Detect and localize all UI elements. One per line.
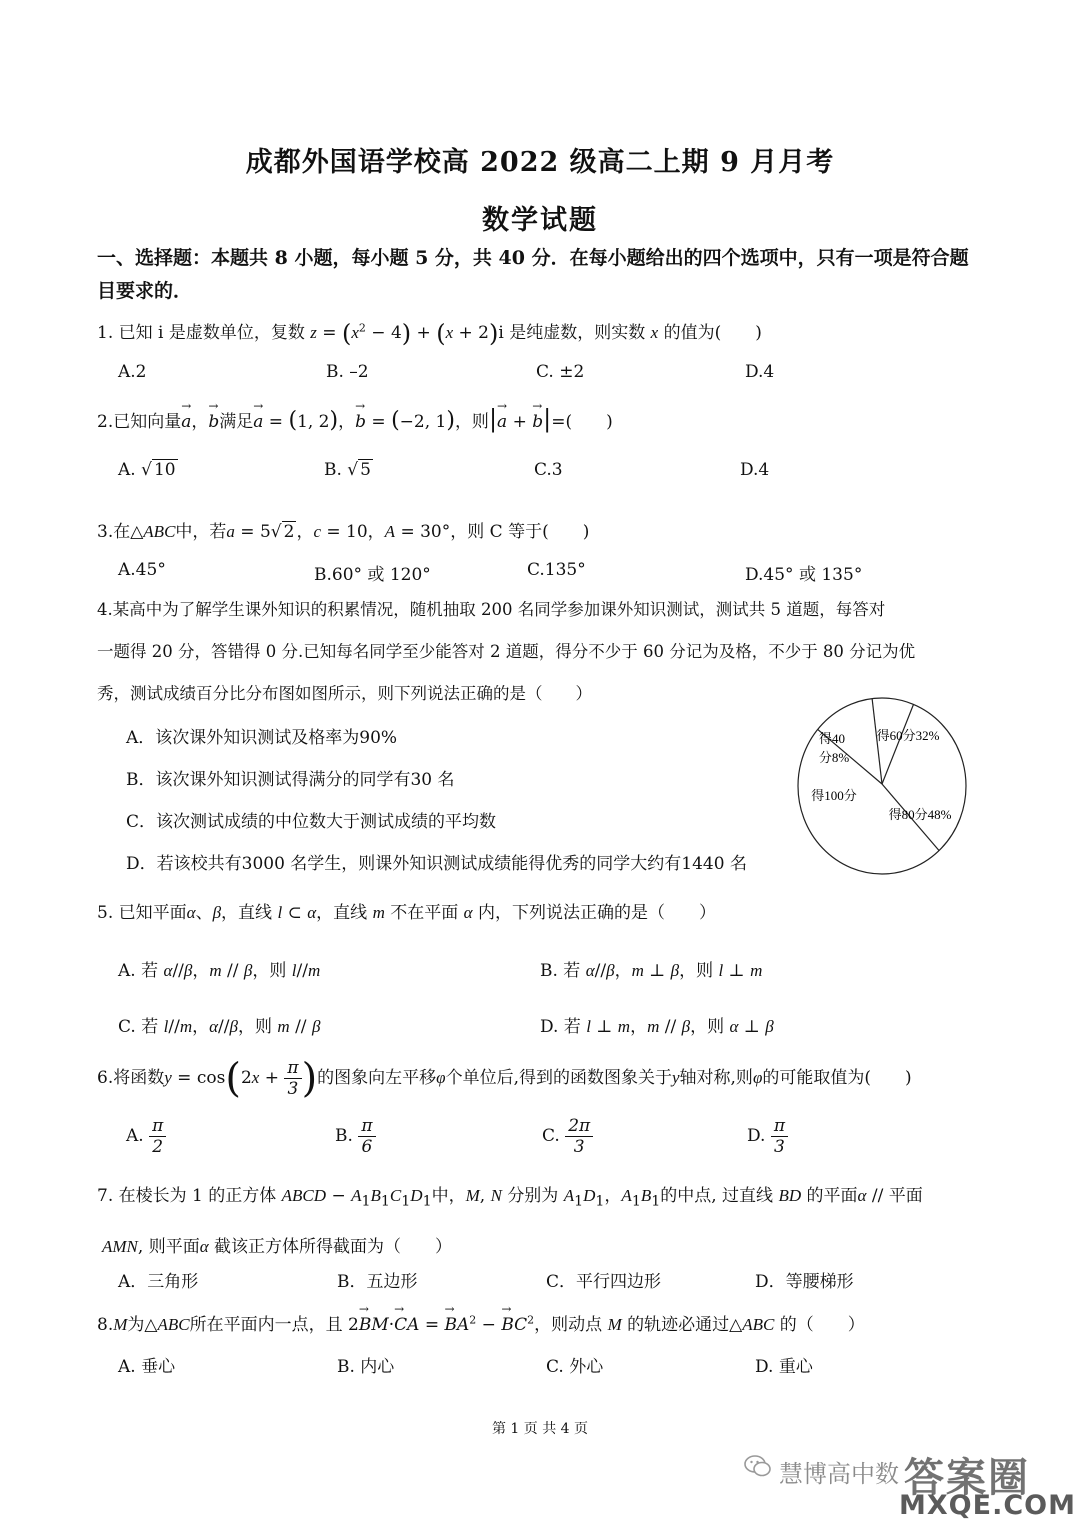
pie-label-40-line2: 分8% — [818, 750, 850, 765]
question-6-option-c[interactable]: C. $\frac{2\pi}{3}$ — [542, 1116, 593, 1157]
question-2-option-a[interactable]: A. √ 10 — [118, 460, 176, 480]
pie-svg — [796, 696, 968, 876]
question-4-line-3: 秀，测试成绩百分比分布图如图所示，则下列说法正确的是（ ） — [97, 684, 592, 703]
question-5-option-d[interactable]: D. 若 l ⊥ m，m // β，则 α ⊥ β — [540, 1017, 774, 1037]
pie-label-40-line1: 得40 — [818, 731, 846, 746]
question-5-stem: 5. 已知平面α、β，直线 l ⊂ α，直线 m 不在平面 α 内，下列说法正确的是（ ） — [97, 903, 717, 923]
question-4-option-a[interactable]: A．该次课外知识测试及格率为90% — [126, 728, 398, 748]
question-4-option-d[interactable]: D．若该校共有3000 名学生，则课外知识测试成绩能得优秀的同学大约有1440 名 — [126, 854, 747, 874]
question-7-option-d[interactable]: D．等腰梯形 — [755, 1272, 854, 1292]
question-3-option-c[interactable]: C.135° — [527, 560, 586, 580]
question-7-option-c[interactable]: C．平行四边形 — [546, 1272, 662, 1292]
watermark-text: 慧博高中数 — [779, 1460, 899, 1488]
question-8-option-b[interactable]: B. 内心 — [337, 1357, 395, 1377]
watermark — [744, 1446, 1080, 1522]
question-8-stem: 8.M为△ABC所在平面内一点，且 2→ BM·→ CA = → $BA^2$ − → $BC^2$，则动点 M 的轨迹必通过△ABC 的（ ） — [97, 1310, 865, 1335]
exam-title: 成都外国语学校高 2022 级高二上期 9 月月考 — [245, 147, 835, 178]
question-2-stem: 2.已知向量→ a，→ b满足→ a = (1, 2)，→ b = (−2, 1)，则|→ a + → b|=( ) — [97, 405, 613, 433]
question-4-line-2: 一题得 20 分，答错得 0 分.已知每名同学至少能答对 2 道题，得分不少于 60 分记为及格，不少于 80 分记为优 — [97, 642, 916, 661]
question-1-option-a[interactable]: A.2 — [118, 362, 147, 382]
question-2-option-d[interactable]: D.4 — [740, 460, 770, 480]
score-pie-chart — [796, 696, 968, 876]
page-footer: 第 1 页 共 4 页 — [491, 1421, 589, 1437]
question-8-option-c[interactable]: C. 外心 — [546, 1357, 604, 1377]
wechat-icon — [744, 1454, 772, 1478]
question-1-stem: 1. 已知 i 是虚数单位，复数 $z = (x^2 - 4) + (x + 2)i$ 是纯虚数，则实数 x 的值为( ) — [97, 319, 762, 348]
question-6-option-d[interactable]: D. $\frac{\pi}{3}$ — [747, 1116, 788, 1157]
question-6-option-a[interactable]: A. $\frac{\pi}{2}$ — [126, 1116, 166, 1157]
section-heading: 一、选择题：本题共 8 小题，每小题 5 分，共 40 分．在每小题给出的四个选项中，只有一项是符合题目要求的． — [97, 247, 969, 302]
pie-label-100: 得100分 — [811, 788, 857, 803]
question-1-option-d[interactable]: D.4 — [745, 362, 775, 382]
pie-label-80: 得80分48% — [888, 807, 952, 822]
question-4-option-b[interactable]: B．该次课外知识测试得满分的同学有30 名 — [126, 770, 455, 790]
question-5-option-a[interactable]: A. 若 α//β，m // β，则 l//m — [118, 961, 321, 981]
question-3-option-a[interactable]: A.45° — [118, 560, 166, 580]
question-2-option-c[interactable]: C.3 — [534, 460, 563, 480]
question-6-option-b[interactable]: B. $\frac{\pi}{6}$ — [335, 1116, 376, 1157]
question-2-option-b[interactable]: B. √ 5 — [324, 460, 371, 480]
question-5-option-c[interactable]: C. 若 l//m，α//β，则 m // β — [118, 1017, 321, 1037]
question-7-stem-line-2: AMN, 则平面α 截该正方体所得截面为（ ） — [102, 1237, 453, 1257]
question-3-option-d[interactable]: D.45° 或 135° — [745, 565, 863, 585]
question-1-option-c[interactable]: C. ±2 — [536, 362, 585, 382]
question-3-stem: 3.在△ABC中，若a = 5√ 2 ，c = 10，A = 30°，则 C 等于( ) — [97, 522, 590, 542]
watermark-url: MXQE.COM — [899, 1490, 1076, 1521]
question-6-stem: 6.将函数y = cos(2x + $\frac{\pi}{3}$ )的图象向左平移φ个单位后,得到的函数图象关于y轴对称,则φ的可能取值为( ) — [97, 1055, 912, 1102]
question-5-option-b[interactable]: B. 若 α//β，m ⊥ β，则 l ⊥ m — [540, 961, 763, 981]
question-7-stem-line-1: 7. 在棱长为 1 的正方体 ABCD − $A_1B_1C_1D_1$中，M, N 分别为 $A_1D_1$，$A_1B_1$的中点, 过直线 BD 的平面α // 平面 — [97, 1186, 923, 1210]
watermark-brand: 答案圈 — [904, 1455, 1030, 1501]
question-7-option-b[interactable]: B．五边形 — [337, 1272, 418, 1292]
question-8-option-a[interactable]: A. 垂心 — [118, 1357, 176, 1377]
pie-outline — [798, 698, 966, 874]
question-4-line-1: 4.某高中为了解学生课外知识的积累情况，随机抽取 200 名同学参加课外知识测试，测试共 5 道题，每答对 — [97, 600, 886, 619]
exam-subtitle: 数学试题 — [482, 205, 598, 236]
question-7-option-a[interactable]: A．三角形 — [118, 1272, 199, 1292]
pie-label-60: 得60分32% — [876, 728, 940, 743]
question-4-option-c[interactable]: C．该次测试成绩的中位数大于测试成绩的平均数 — [126, 812, 497, 832]
question-1-option-b[interactable]: B. –2 — [326, 362, 369, 382]
question-3-option-b[interactable]: B.60° 或 120° — [314, 565, 431, 585]
question-8-option-d[interactable]: D. 重心 — [755, 1357, 813, 1377]
